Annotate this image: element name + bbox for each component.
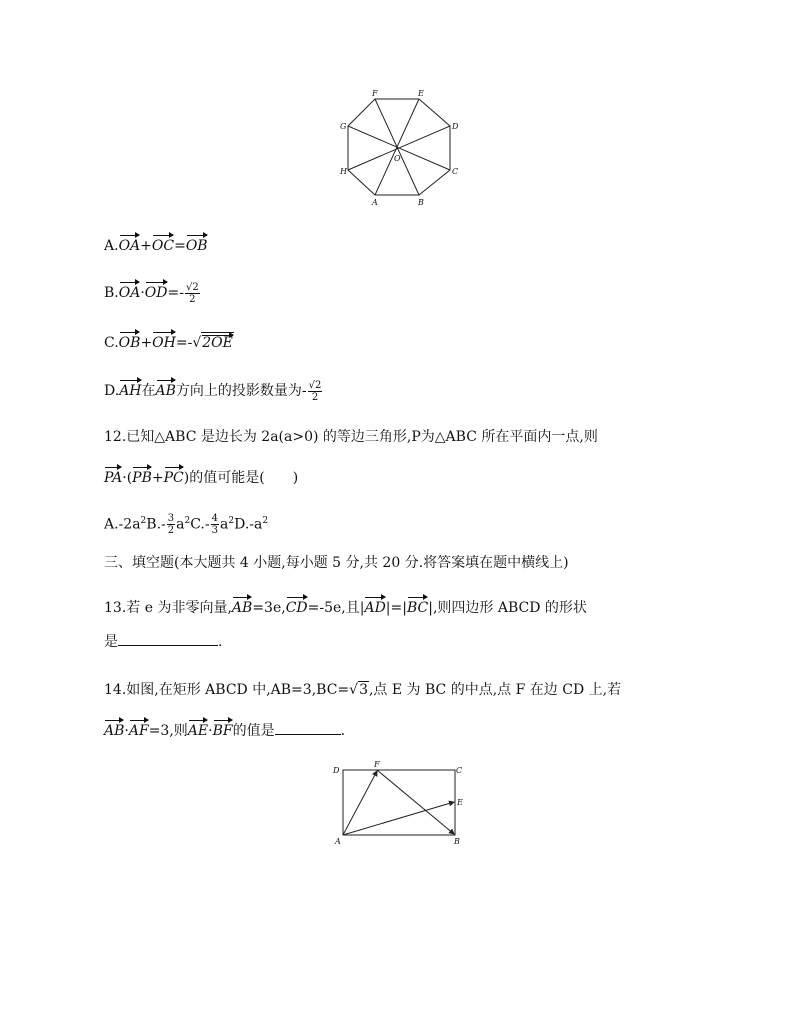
vector-ab: AB: [156, 378, 176, 401]
q13-answer-blank[interactable]: [118, 631, 218, 646]
choice-c-exp: 2: [228, 516, 235, 526]
dot-sign: ·: [122, 470, 127, 486]
label-a: A: [335, 837, 341, 846]
choice-c-tail: a: [220, 516, 229, 533]
vector-2oe: 2OE: [201, 332, 234, 353]
label-e: E: [418, 89, 424, 98]
vector-ae: AE: [188, 718, 208, 741]
label-b: B: [454, 837, 460, 846]
vector-ab: AB: [232, 595, 252, 618]
label-f: F: [374, 760, 380, 769]
equals-neg: =-: [175, 335, 193, 351]
rectangle-figure: [330, 758, 466, 848]
q13-line2: [104, 631, 222, 652]
vector-ob: OB: [119, 330, 141, 353]
label-d: D: [452, 122, 459, 131]
segment-ae: [343, 802, 454, 835]
vector-cd: CD: [286, 595, 308, 618]
q13-t3: =-5e,且|: [307, 600, 365, 616]
fraction-sqrt2-over-2: [185, 282, 200, 305]
q13-end: .: [218, 634, 223, 650]
vector-od: OD: [145, 280, 168, 303]
choice-b-tail: a: [176, 516, 185, 533]
plus-sign: +: [140, 238, 152, 254]
plus-sign: +: [151, 470, 164, 486]
dot-sign: ·: [124, 723, 129, 739]
vector-bf: BF: [213, 718, 233, 741]
option-b: [104, 280, 201, 305]
q14-t1: 14.如图,在矩形 ABCD 中,AB=3,BC=: [104, 682, 350, 698]
fraction-numerator: 4: [211, 513, 218, 525]
choice-c: C.-: [190, 516, 210, 533]
q14-t3: =3,则: [148, 723, 188, 739]
vector-pc: PC: [164, 465, 184, 488]
vector-oa: OA: [119, 280, 141, 303]
fraction-numerator: √2: [308, 379, 322, 391]
fraction-sqrt2-over-2: [308, 380, 323, 403]
vector-ad: AD: [364, 595, 385, 618]
q13-line1: [104, 595, 587, 618]
label-a: A: [372, 198, 378, 207]
equals-sign: =: [174, 238, 186, 254]
vector-ah: AH: [119, 378, 141, 401]
vector-af: AF: [129, 718, 149, 741]
vector-pa: PA: [104, 465, 122, 488]
equals-neg: =-: [167, 285, 184, 301]
choice-a-exp: 2: [140, 516, 147, 526]
choice-d-exp: 2: [262, 516, 269, 526]
vector-oc: OC: [152, 233, 174, 256]
octagon-figure: [330, 84, 470, 210]
option-d-prefix: D.: [104, 383, 120, 399]
choice-b: B.-: [146, 516, 166, 533]
fraction-denominator: 2: [189, 293, 196, 305]
q12-line2: [104, 465, 298, 488]
fraction-denominator: 2: [311, 391, 319, 403]
option-a: [104, 233, 208, 256]
choice-b-exp: 2: [184, 516, 191, 526]
vector-bc: BC: [407, 595, 428, 618]
q13-t2: =3e,: [252, 600, 286, 616]
label-d: D: [333, 766, 340, 775]
sqrt-radicand: 3: [359, 682, 368, 698]
q14-end: .: [340, 723, 346, 739]
fraction-denominator: 3: [211, 525, 218, 537]
vector-oh: OH: [152, 330, 176, 353]
fraction-3-over-2: [167, 513, 175, 536]
sqrt-sign: √: [192, 335, 202, 351]
vector-ob: OB: [186, 233, 208, 256]
sqrt-sign: √: [349, 682, 359, 698]
q12-tail: )的值可能是( ): [183, 470, 299, 486]
fraction-numerator: 3: [167, 513, 175, 525]
q13-t1: 13.若 e 为非零向量,: [104, 600, 232, 616]
segment-af: [343, 771, 377, 835]
label-b: B: [418, 198, 424, 207]
open-paren: (: [126, 470, 133, 486]
sqrt-expression: [192, 332, 234, 353]
section-3-header: 三、填空题(本大题共 4 小题,每小题 5 分,共 20 分.将答案填在题中横线上): [104, 555, 569, 571]
octagon-outline: [348, 99, 450, 195]
option-d: [104, 378, 323, 403]
vector-pb: PB: [132, 465, 152, 488]
option-c: [104, 330, 234, 353]
sqrt-expression: [349, 680, 369, 700]
label-h: H: [340, 167, 347, 176]
plus-sign: +: [140, 335, 153, 351]
option-d-text: 方向上的投影数量为-: [175, 383, 307, 399]
dot-sign: ·: [140, 285, 145, 301]
option-a-prefix: A.: [104, 238, 119, 254]
q14-line1: [104, 680, 621, 700]
q14-t4: 的值是: [232, 723, 275, 739]
option-b-prefix: B.: [104, 285, 119, 301]
dot-sign: ·: [208, 723, 213, 739]
q13-t4: |=|: [385, 600, 407, 616]
vector-ab: AB: [104, 718, 124, 741]
label-c: C: [456, 766, 463, 775]
label-e: E: [457, 798, 463, 807]
q13-line2-text: 是: [104, 634, 118, 650]
segment-fb: [377, 770, 454, 834]
label-f: F: [372, 89, 378, 98]
q14-answer-blank[interactable]: [275, 720, 341, 735]
q12-choices: [104, 511, 268, 536]
option-d-mid: 在: [141, 383, 156, 399]
q14-line2: [104, 718, 345, 741]
q14-t2: ,点 E 为 BC 的中点,点 F 在边 CD 上,若: [368, 682, 622, 698]
label-g: G: [340, 122, 347, 131]
label-c: C: [452, 167, 459, 176]
q12-line1: 12.已知△ABC 是边长为 2a(a>0) 的等边三角形,P为△ABC 所在平面内一点,则: [104, 429, 598, 445]
q13-t5: |,则四边形 ABCD 的形状: [428, 600, 587, 616]
fraction-denominator: 2: [167, 525, 175, 537]
vector-oa: OA: [119, 233, 141, 256]
choice-a: A.-2a: [104, 516, 141, 533]
choice-d: D.-a: [234, 516, 263, 533]
fraction-4-over-3: [211, 513, 219, 536]
fraction-numerator: √2: [185, 281, 199, 293]
option-c-prefix: C.: [104, 335, 119, 351]
label-o: O: [394, 154, 401, 163]
